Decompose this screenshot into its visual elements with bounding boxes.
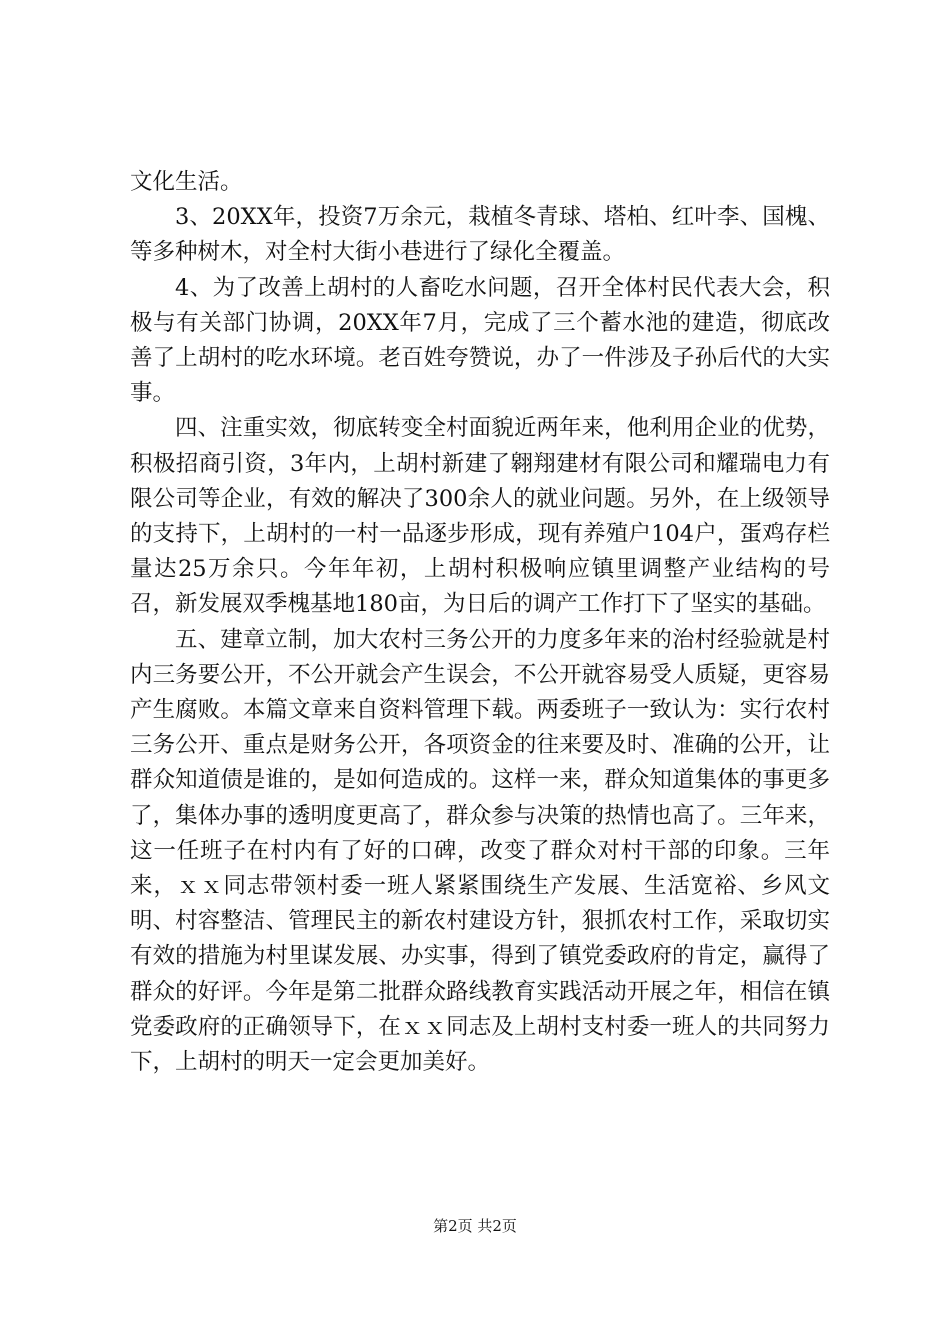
paragraph-item-3: 3、20XX年，投资7万余元，栽植冬青球、塔柏、红叶李、国槐、等多种树木，对全村大街小巷进行了绿化全覆盖。	[130, 204, 830, 266]
paragraph-continuation: 文化生活。	[130, 169, 243, 195]
page-number-footer: 第2页 共2页	[433, 1217, 517, 1235]
document-body	[130, 165, 830, 1080]
paragraph-item-4: 4、为了改善上胡村的人畜吃水问题，召开全体村民代表大会，积极与有关部门协调，20XX年7月，完成了三个蓄水池的建造，彻底改善了上胡村的吃水环境。老百姓夸赞说，办了一件涉及子孙后代的大实事。	[130, 274, 830, 407]
paragraph-section-4: 四、注重实效，彻底转变全村面貌近两年来，他利用企业的优势，积极招商引资，3年内，上胡村新建了翱翔建材有限公司和耀瑞电力有限公司等企业，有效的解决了300余人的就业问题。另外，在上级领导的支持下，上胡村的一村一品逐步形成，现有养殖户104户，蛋鸡存栏量达25万余只。今年年初，上胡村积极响应镇里调整产业结构的号召，新发展双季槐基地180亩，为日后的调产工作打下了坚实的基础。	[130, 415, 830, 618]
paragraph-section-5: 五、建章立制，加大农村三务公开的力度多年来的治村经验就是村内三务要公开，不公开就会产生误会，不公开就容易受人质疑，更容易产生腐败。本篇文章来自资料管理下载。两委班子一致认为：实行农村三务公开、重点是财务公开，各项资金的往来要及时、准确的公开，让群众知道债是谁的，是如何造成的。这样一来，群众知道集体的事更多了，集体办事的透明度更高了，群众参与决策的热情也高了。三年来，这一任班子在村内有了好的口碑，改变了群众对村干部的印象。三年来，ｘｘ同志带领村委一班人紧紧围绕生产发展、生活宽裕、乡风文明、村容整洁、管理民主的新农村建设方针，狠抓农村工作，采取切实有效的措施为村里谋发展、办实事，得到了镇党委政府的肯定，赢得了群众的好评。今年是第二批群众路线教育实践活动开展之年，相信在镇党委政府的正确领导下，在ｘｘ同志及上胡村支村委一班人的共同努力下，上胡村的明天一定会更加美好。	[130, 626, 830, 1076]
